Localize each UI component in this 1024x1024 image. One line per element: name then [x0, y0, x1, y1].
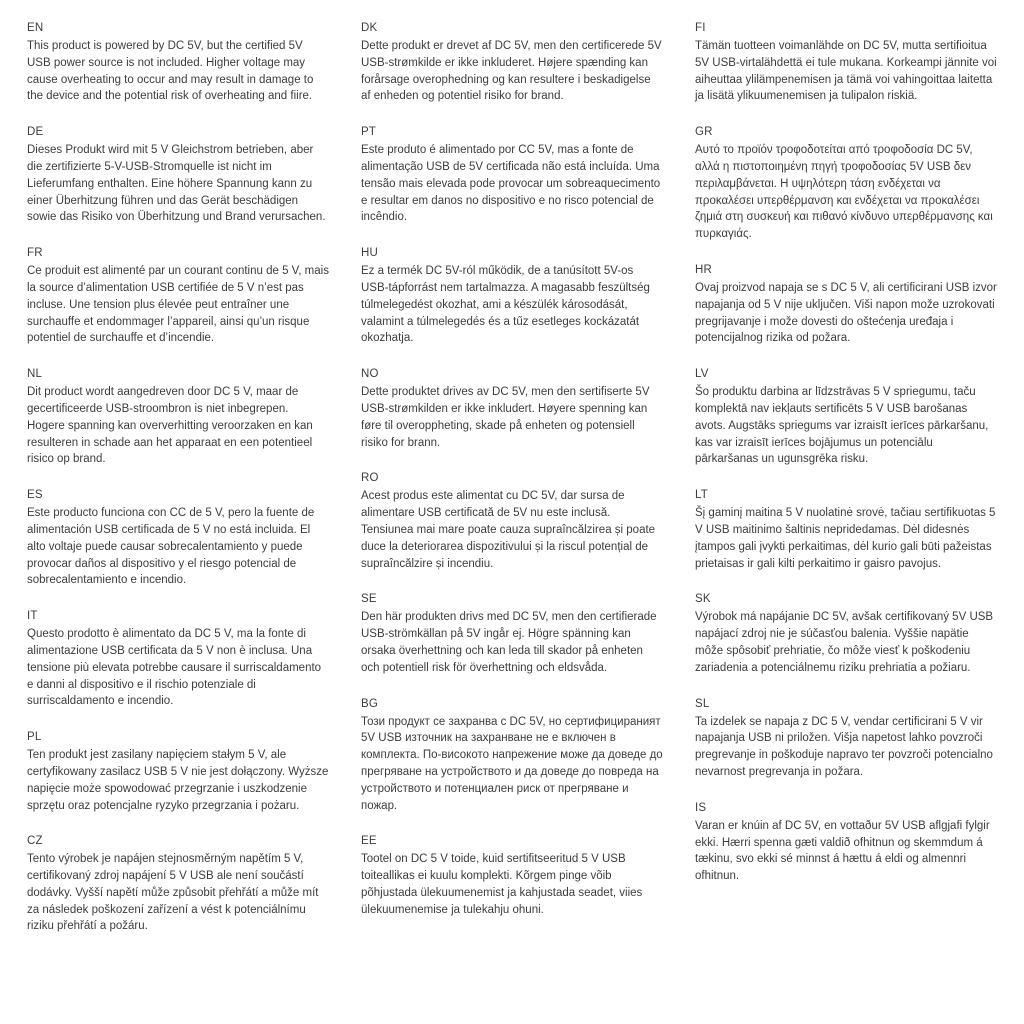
language-notice-text: Ce produit est alimenté par un courant continu de 5 V, mais la source d’alimentation USB certifiée de 5 V n’est pas incluse. Une tension plus élevée peut entraîner une surchauffe et endommager l’appareil, ainsi qu’un risque potentiel de surchauffe et d’incendie.: [27, 265, 329, 345]
language-code-heading: PT: [361, 126, 377, 139]
language-notice-text: Šo produktu darbina ar līdzstrāvas 5 V spriegumu, taču komplektā nav iekļauts sertificēts 5 V USB barošanas avots. Augstāks spriegums var izraisīt ierīces pārkaršanu, kas var izraisīt ierīces bojājumus un potenciālu pārkaršanas un ugunsgrēka risku.: [695, 386, 989, 466]
language-code-heading: FI: [695, 22, 706, 34]
language-section: [27, 124, 329, 226]
language-section: [695, 591, 997, 676]
language-section: [27, 608, 329, 710]
language-code-heading: IT: [27, 610, 38, 623]
language-code-heading: LT: [695, 489, 708, 502]
language-section: [695, 262, 997, 347]
language-code-heading: BG: [361, 697, 379, 710]
language-code-heading: SE: [361, 593, 377, 606]
language-section: [361, 833, 663, 918]
language-code-heading: HU: [361, 247, 379, 260]
language-notice-text: Tootel on DC 5 V toide, kuid sertifitseeritud 5 V USB toiteallikas ei kuulu komplekti. Kõrgem pinge võib põhjustada ülekuumenemist ja kahjustada seadet, viies ülekuumenemise ja tulekahju ohuni.: [361, 853, 643, 916]
language-notice-text: Dit product wordt aangedreven door DC 5 V, maar de gecertificeerde USB-stroombron is niet inbegrepen. Hogere spanning kan oververhitting veroorzaken en kan resulteren in schade aan het apparaat en een potentieel risico op brand.: [27, 386, 313, 466]
language-code-heading: EN: [27, 22, 44, 34]
language-code-heading: FR: [27, 247, 43, 260]
language-notice-text: Tämän tuotteen voimanlähde on DC 5V, mutta sertifioitua 5V USB-virtalähdettä ei tule mukana. Korkeampi jännite voi aiheuttaa ylilämpenemisen ja tämä voi vahingoittaa laitetta ja lisätä ylikuumenemisen ja tulipalon riskiä.: [695, 40, 997, 103]
language-notice-text: Šį gaminį maitina 5 V nuolatinė srovė, tačiau sertifikuotas 5 V USB maitinimo šaltinis nepridedamas. Dėl didesnės įtampos gali įvykti perkaitimas, dėl kurio gali būti pažeistas prietaisas ir gali kilti perkaitimo ir gaisro pavojus.: [695, 507, 996, 570]
language-section: [361, 20, 663, 105]
language-section: [27, 245, 329, 347]
language-code-heading: SL: [695, 697, 710, 710]
language-section: [27, 20, 329, 105]
language-section: [27, 833, 329, 935]
language-code-heading: DE: [27, 126, 44, 139]
language-section: [695, 696, 997, 781]
language-section: [361, 245, 663, 347]
language-notice-text: Tento výrobek je napájen stejnosměrným napětím 5 V, certifikovaný zdroj napájení 5 V USB ale není součástí dodávky. Vyšší napětí může způsobit přehřátí a může mít za následek poškození zařízení a vést k potenciálnímu riziku přehřátí a požáru.: [27, 853, 319, 933]
language-section: [695, 366, 997, 468]
language-notice-text: Ta izdelek se napaja z DC 5 V, vendar certificirani 5 V vir napajanja USB ni priložen. Višja napetost lahko povzroči pregrevanje in poškoduje napravo ter povzroči potencialno nevarnost pregrevanja in požara.: [695, 715, 993, 778]
language-code-heading: LV: [695, 368, 709, 381]
language-code-heading: SK: [695, 593, 711, 606]
language-section: [695, 20, 997, 105]
text-column-1: [27, 20, 329, 954]
language-notice-text: Този продукт се захранва с DC 5V, но сертифицираният 5V USB източник на захранване не е включен в комплекта. По-високото напрежение може да доведе до прегряване на устройството и да доведе до повреда на устройството и потенциален риск от прегряване и пожар.: [361, 715, 663, 812]
language-notice-text: Varan er knúin af DC 5V, en vottaður 5V USB aflgjafi fylgir ekki. Hærri spenna gæti valdið ofhitnun og skemmdum á tækinu, svo ekki sé minnst á hættu á eldi og almennri ofhitnun.: [695, 819, 990, 883]
language-code-heading: PL: [27, 731, 42, 744]
language-notice-text: Questo prodotto è alimentato da DC 5 V, ma la fonte di alimentazione USB certificata da 5 V non è inclusa. Una tensione più elevata potrebbe causare il surriscaldamento e danni al dispositivo e il rischio potenziale di surriscaldamento e incendio.: [27, 628, 322, 708]
language-notice-text: Αυτό το προϊόν τροφοδοτείται από τροφοδοσία DC 5V, αλλά η πιστοποιημένη πηγή τροφοδοσίας 5V USB δεν περιλαμβάνεται. Η υψηλότερη τάση ενδέχεται να προκαλέσει υπερθέρμανση και ενδέχεται να προκαλέσει ζημιά στη συσκευή και πιθανό κίνδυνο υπερθέρμανσης και πυρκαγιάς.: [695, 144, 993, 241]
language-code-heading: CZ: [27, 835, 43, 848]
language-notice-text: This product is powered by DC 5V, but the certified 5V USB power source is not included. Higher voltage may cause overheating to occur and may result in damage to the device and the potential risk of overheating and fiire.: [27, 40, 314, 103]
language-section: [361, 591, 663, 676]
language-section: [27, 487, 329, 589]
language-code-heading: RO: [361, 472, 379, 485]
text-column-3: [695, 20, 997, 954]
language-code-heading: EE: [361, 835, 377, 848]
language-section: [361, 696, 663, 815]
language-code-heading: NL: [27, 368, 43, 381]
language-notice-text: Den här produkten drivs med DC 5V, men den certifierade USB-strömkällan på 5V ingår ej. Högre spänning kan orsaka överhettning och kan leda till skador på enheten och potentiell risk för överhettning och eldsvåda.: [361, 611, 657, 674]
language-section: [361, 124, 663, 226]
language-notice-text: Este produto é alimentado por CC 5V, mas a fonte de alimentação USB de 5V certificada não está incluída. Uma tensão mais elevada pode provocar um sobreaquecimento e resultar em danos no dispositivo e no risco potencial de incêndio.: [361, 144, 661, 224]
language-notice-text: Ovaj proizvod napaja se s DC 5 V, ali certificirani USB izvor napajanja od 5 V nije uključen. Viši napon može uzrokovati pregrijavanje i može dovesti do oštećenja uređaja i potencijalnog rizika od požara.: [695, 281, 997, 345]
language-notice-text: Ten produkt jest zasilany napięciem stałym 5 V, ale certyfikowany zasilacz USB 5 V nie jest dołączony. Wyższe napięcie może spowodować przegrzanie i uszkodzenie sprzętu oraz potencjalne ryzyko przegrzania i pożaru.: [27, 749, 329, 812]
language-notice-text: Ez a termék DC 5V-ról működik, de a tanúsított 5V-os USB-tápforrást nem tartalmazza. A magasabb feszültség túlmelegedést okozhat, ami a készülék károsodását, valamint a túlmelegedés és a tűz esetleges kockázatát okozhatja.: [361, 265, 650, 345]
language-section: [27, 366, 329, 468]
language-code-heading: NO: [361, 368, 379, 381]
text-column-2: [361, 20, 663, 954]
language-code-heading: DK: [361, 22, 378, 34]
language-section: [27, 729, 329, 814]
language-notice-text: Este producto funciona con CC de 5 V, pero la fuente de alimentación USB certificada de 5 V no está incluida. El alto voltaje puede causar sobrecalentamiento y puede provocar daños al dispositivo y el riesgo potencial de sobrecalentamiento e incendio.: [27, 507, 315, 587]
language-section: [361, 470, 663, 572]
language-code-heading: GR: [695, 126, 713, 139]
language-section: [361, 366, 663, 451]
language-notice-text: Dieses Produkt wird mit 5 V Gleichstrom betrieben, aber die zertifizierte 5-V-USB-Stromquelle ist nicht im Lieferumfang enthalten. Eine höhere Spannung kann zu einer Überhitzung führen und das Gerät beschädigen sowie das Risiko von Überhitzung und Brand verursachen.: [27, 144, 326, 224]
language-code-heading: ES: [27, 489, 43, 502]
language-notice-text: Dette produkt er drevet af DC 5V, men den certificerede 5V USB-strømkilde er ikke inkluderet. Højere spænding kan forårsage overophedning og kan resultere i beskadigelse af enheden og potentiel risiko for brand.: [361, 40, 662, 103]
language-code-heading: HR: [695, 263, 713, 276]
language-notice-text: Acest produs este alimentat cu DC 5V, dar sursa de alimentare USB certificată de 5V nu este inclusă. Tensiunea mai mare poate cauza supraîncălzirea și poate duce la deteriorarea dispozitivului și la riscul potențial de supraîncălzire și incendiu.: [361, 490, 656, 570]
language-section: [695, 800, 997, 885]
language-notice-text: Výrobok má napájanie DC 5V, avšak certifikovaný 5V USB napájací zdroj nie je súčasťou balenia. Vyššie napätie môže spôsobiť prehriatie, čo môže viesť k poškodeniu zariadenia a potenciálnemu riziku prehriatia a požiaru.: [695, 611, 994, 674]
language-code-heading: IS: [695, 801, 707, 814]
language-section: [695, 124, 997, 243]
language-section: [695, 487, 997, 572]
language-notice-text: Dette produktet drives av DC 5V, men den sertifiserte 5V USB-strømkilden er ikke inkludert. Høyere spenning kan føre til overoppheting, skade på enheten og potensiell risiko for brann.: [361, 386, 650, 449]
